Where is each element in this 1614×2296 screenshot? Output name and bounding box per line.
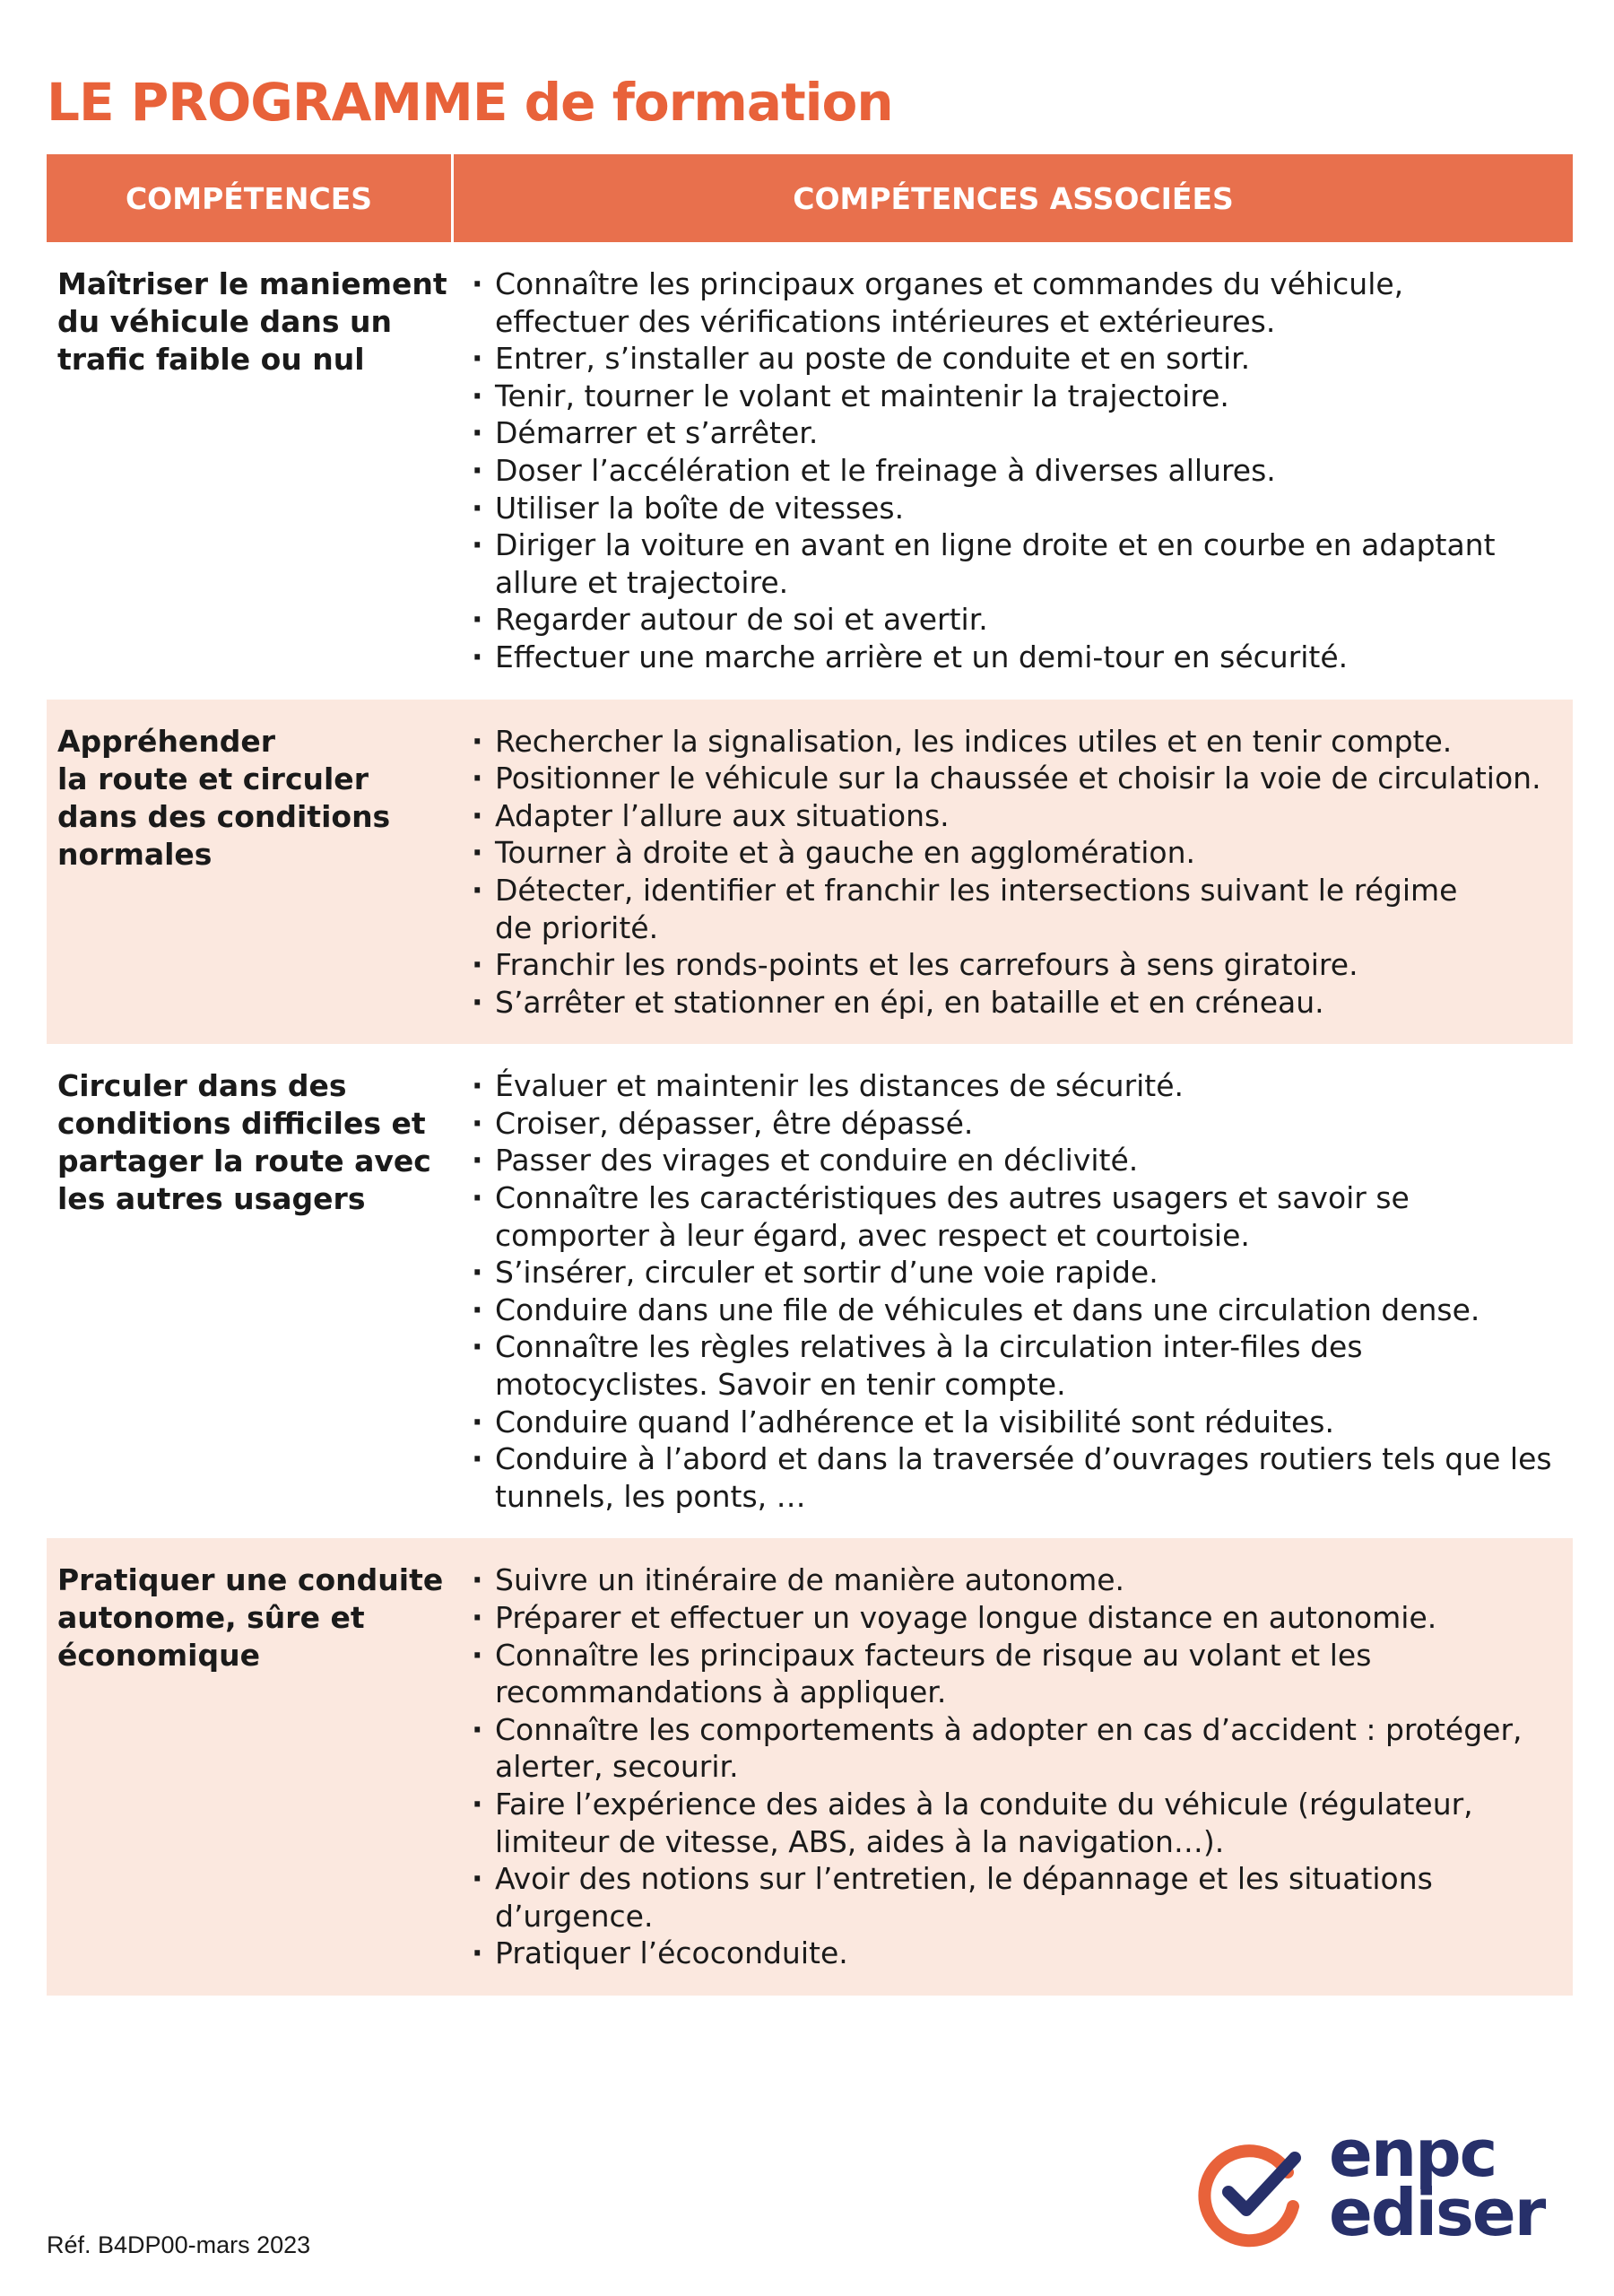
competence-line: Pratiquer une conduite <box>57 1562 444 1598</box>
reference-text: Réf. B4DP00-mars 2023 <box>47 2231 311 2258</box>
logo-line-enpc: enpc <box>1329 2116 1497 2191</box>
list-item <box>495 340 1562 378</box>
competence-cell <box>47 1561 454 1972</box>
list-item-line: · S’arrêter et stationner en épi, en bataille et en créneau. <box>495 984 1324 1020</box>
list-item-line: · Adapter l’allure aux situations. <box>495 797 950 833</box>
list-item <box>495 1935 1562 1972</box>
list-item <box>495 1179 1562 1254</box>
list-item-line: · Pratiquer l’écoconduite. <box>495 1935 848 1971</box>
list-item <box>495 1440 1562 1515</box>
competence-line: dans des conditions <box>57 798 391 834</box>
competence-cell <box>47 1067 454 1515</box>
competence-line: autonome, sûre et <box>57 1600 365 1636</box>
list-item <box>495 378 1562 415</box>
competence-line: Maîtriser le maniement <box>57 266 447 301</box>
list-item <box>495 414 1562 452</box>
competence-cell <box>47 265 454 676</box>
list-item-line: · Connaître les comportements à adopter en cas d’accident : protéger, <box>495 1711 1523 1747</box>
list-item-line: · Positionner le véhicule sur la chaussée et choisir la voie de circulation. <box>495 761 1541 796</box>
list-item-line: · Diriger la voiture en avant en ligne droite et en courbe en adaptant <box>495 527 1496 563</box>
list-item <box>495 1711 1562 1786</box>
list-item <box>495 760 1562 797</box>
list-item-line: · Croiser, dépasser, être dépassé. <box>495 1105 974 1141</box>
list-item <box>495 601 1562 639</box>
header-competences: COMPÉTENCES <box>47 154 454 242</box>
list-item-line: · Franchir les ronds-points et les carrefours à sens giratoire. <box>495 947 1358 983</box>
list-item <box>495 834 1562 872</box>
list-item-line: · Passer des virages et conduire en déclivité. <box>495 1143 1139 1178</box>
associated-skills-list <box>454 1561 1573 1972</box>
list-item-line: · Conduire dans une file de véhicules et dans une circulation dense. <box>495 1292 1480 1327</box>
competence-line: partager la route avec <box>57 1144 431 1179</box>
list-item <box>495 1637 1562 1711</box>
list-item-line: · Connaître les principaux organes et commandes du véhicule, <box>495 266 1404 301</box>
list-item-line: allure et trajectoire. <box>495 564 789 600</box>
list-item-line: · S’insérer, circuler et sortir d’une voie rapide. <box>495 1255 1158 1291</box>
list-item-line: · Connaître les principaux facteurs de risque au volant et les <box>495 1637 1372 1673</box>
list-item <box>495 1599 1562 1637</box>
list-item-line: · Démarrer et s’arrêter. <box>495 415 819 451</box>
header-competences-associees: COMPÉTENCES ASSOCIÉES <box>793 180 1234 216</box>
enpc-ediser-logo <box>1194 2116 1580 2258</box>
list-item-line: · Connaître les caractéristiques des autres usagers et savoir se <box>495 1180 1410 1216</box>
list-item-line: tunnels, les ponts, … <box>495 1478 806 1514</box>
list-item-line: comporter à leur égard, avec respect et courtoisie. <box>495 1217 1250 1253</box>
logo-wordmark <box>1329 2116 1545 2250</box>
competence-cell <box>47 723 454 1022</box>
list-item <box>495 872 1562 946</box>
list-item-line: · Avoir des notions sur l’entretien, le dépannage et les situations <box>495 1861 1433 1897</box>
list-item <box>495 639 1562 676</box>
competence-line: du véhicule dans un <box>57 304 393 339</box>
list-item <box>495 265 1562 340</box>
list-item <box>495 797 1562 835</box>
table-row <box>47 242 1573 700</box>
list-item <box>495 1292 1562 1329</box>
competence-line: trafic faible ou nul <box>57 342 365 377</box>
list-item-line: · Faire l’expérience des aides à la conduite du véhicule (régulateur, <box>495 1786 1473 1822</box>
list-item-line: de priorité. <box>495 909 659 945</box>
list-item <box>495 1561 1562 1599</box>
list-item-line: alerter, secourir. <box>495 1749 739 1785</box>
competence-line: Appréhender <box>57 723 276 759</box>
competence-line: les autres usagers <box>57 1181 366 1217</box>
list-item <box>495 1067 1562 1105</box>
list-item <box>495 452 1562 490</box>
list-item-line: · Doser l’accélération et le freinage à diverses allures. <box>495 452 1276 488</box>
list-item-line: effectuer des vérifications intérieures et extérieures. <box>495 303 1276 339</box>
competence-line: économique <box>57 1638 260 1674</box>
list-item-line: d’urgence. <box>495 1898 654 1934</box>
list-item-line: · Utiliser la boîte de vitesses. <box>495 490 905 526</box>
list-item-line: · Conduire quand l’adhérence et la visibilité sont réduites. <box>495 1404 1334 1439</box>
list-item <box>495 723 1562 761</box>
table-row <box>47 1044 1573 1538</box>
associated-skills-list <box>454 723 1573 1022</box>
list-item-line: · Suivre un itinéraire de manière autonome. <box>495 1562 1125 1598</box>
list-item <box>495 1254 1562 1292</box>
list-item <box>495 1105 1562 1143</box>
list-item-line: · Évaluer et maintenir les distances de sécurité. <box>495 1068 1184 1104</box>
list-item-line: · Préparer et effectuer un voyage longue distance en autonomie. <box>495 1600 1437 1635</box>
table-row <box>47 700 1573 1045</box>
list-item <box>495 1786 1562 1860</box>
associated-skills-list <box>454 1067 1573 1515</box>
list-item-line: · Conduire à l’abord et dans la traversée d’ouvrages routiers tels que les <box>495 1441 1552 1477</box>
table-header <box>47 154 1573 242</box>
competence-line: Circuler dans des <box>57 1068 347 1104</box>
list-item <box>495 1860 1562 1935</box>
competence-line: normales <box>57 836 213 872</box>
list-item-line: · Effectuer une marche arrière et un demi-tour en sécurité. <box>495 639 1349 674</box>
list-item-line: · Détecter, identifier et franchir les intersections suivant le régime <box>495 872 1458 908</box>
list-item <box>495 946 1562 984</box>
list-item <box>495 1328 1562 1403</box>
list-item-line: · Tenir, tourner le volant et maintenir la trajectoire. <box>495 378 1229 413</box>
list-item-line: · Rechercher la signalisation, les indices utiles et en tenir compte. <box>495 723 1453 759</box>
list-item <box>495 490 1562 527</box>
competence-line: la route et circuler <box>57 761 369 796</box>
logo-line-ediser: ediser <box>1329 2175 1545 2250</box>
table-body <box>47 242 1573 1996</box>
list-item-line: · Tourner à droite et à gauche en agglomération. <box>495 835 1196 871</box>
check-circle-icon <box>1194 2136 1307 2249</box>
program-table <box>47 154 1573 1996</box>
table-row <box>47 1538 1573 1996</box>
competence-line: conditions difficiles et <box>57 1106 426 1142</box>
list-item-line: · Regarder autour de soi et avertir. <box>495 602 988 638</box>
list-item <box>495 1142 1562 1179</box>
list-item-line: recommandations à appliquer. <box>495 1674 947 1710</box>
associated-skills-list <box>454 265 1573 676</box>
list-item-line: · Connaître les règles relatives à la circulation inter-files des <box>495 1329 1363 1365</box>
list-item-line: motocyclistes. Savoir en tenir compte. <box>495 1367 1066 1403</box>
list-item-line: limiteur de vitesse, ABS, aides à la navigation…). <box>495 1823 1225 1859</box>
list-item-line: · Entrer, s’installer au poste de conduite et en sortir. <box>495 341 1251 377</box>
list-item <box>495 984 1562 1022</box>
list-item <box>495 526 1562 601</box>
list-item <box>495 1404 1562 1441</box>
page-title: LE PROGRAMME de formation <box>47 72 893 133</box>
